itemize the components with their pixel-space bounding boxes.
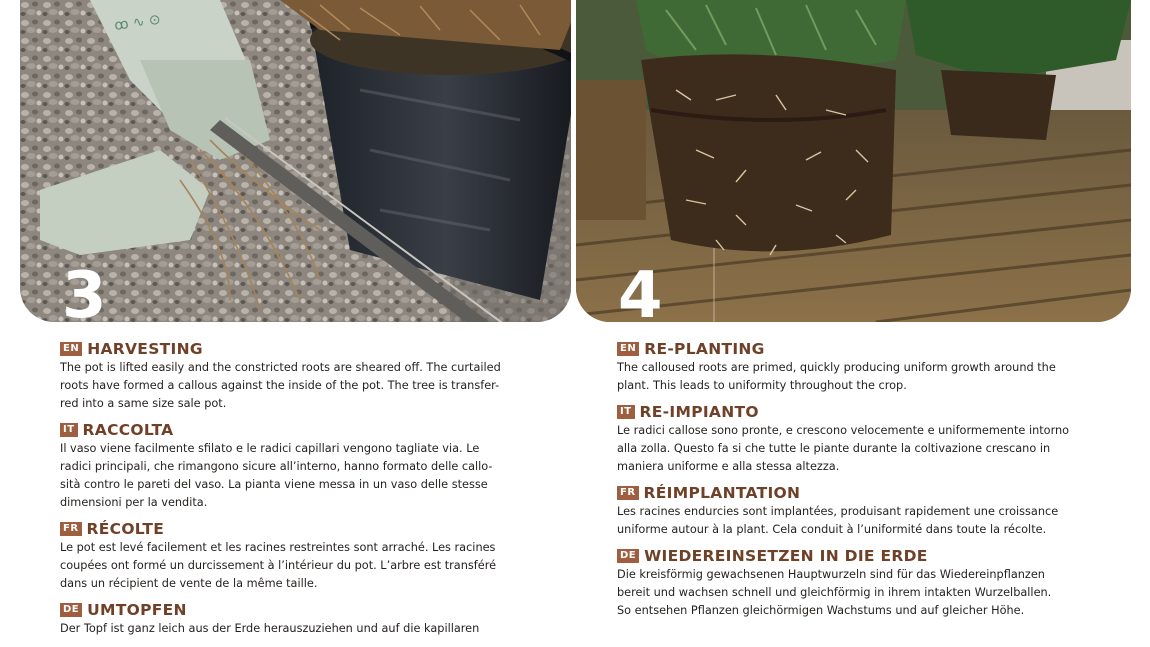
text-line: plant. This leads to uniformity throughout the crop. bbox=[617, 379, 907, 392]
text-line: dans un récipient de vente de la même taille. bbox=[60, 577, 318, 590]
section-de bbox=[60, 600, 531, 638]
text-line: red into a same size sale pot. bbox=[60, 397, 227, 410]
text-line: Le pot est levé facilement et les racines restreintes sont arraché. Les racines bbox=[60, 541, 496, 554]
text-line: coupées ont formé un durcissement à l’intérieur du pot. L’arbre est transféré bbox=[60, 559, 497, 572]
text-line: roots have formed a callous against the inside of the pot. The tree is transfer- bbox=[60, 379, 500, 392]
text-line: bereit und wachsen schnell und gleichförmig in ihrem intakten Wurzelballen. bbox=[617, 586, 1052, 599]
section-title: RACCOLTA bbox=[82, 421, 174, 439]
text-line: alla zolla. Questo fa si che tutte le piante durante la coltivazione crescano in bbox=[617, 442, 1051, 455]
text-line: maniera uniforme e alla stessa altezza. bbox=[617, 460, 840, 473]
section-body bbox=[60, 539, 531, 593]
language-badge: FR bbox=[617, 486, 639, 500]
section-fr bbox=[60, 519, 531, 593]
text-line: sità contro le pareti del vaso. La pianta viene messa in un vaso delle stesse bbox=[60, 478, 488, 491]
section-en bbox=[617, 339, 1089, 395]
section-it bbox=[60, 420, 531, 512]
language-badge: DE bbox=[60, 603, 82, 617]
text-line: radici principali, che rimangono sicure all’interno, hanno formato delle callo- bbox=[60, 460, 493, 473]
section-body bbox=[617, 422, 1089, 476]
section-title: RÉIMPLANTATION bbox=[643, 484, 801, 502]
section-fr bbox=[617, 483, 1089, 539]
language-badge: EN bbox=[617, 342, 639, 356]
text-line: uniforme autour à la plant. Cela conduit à l’uniformité dans toute la récolte. bbox=[617, 523, 1047, 536]
left-text-column bbox=[60, 339, 531, 645]
text-line: Les racines endurcies sont implantées, produisant rapidement une croissance bbox=[617, 505, 1059, 518]
section-title: WIEDEREINSETZEN IN DIE ERDE bbox=[644, 547, 928, 565]
text-line: The calloused roots are primed, quickly producing uniform growth around the bbox=[617, 361, 1056, 374]
section-body bbox=[617, 359, 1089, 395]
harvesting-photo bbox=[20, 0, 571, 322]
section-de bbox=[617, 546, 1089, 620]
language-badge: FR bbox=[60, 522, 82, 536]
language-badge: IT bbox=[617, 405, 635, 419]
section-title: HARVESTING bbox=[87, 340, 203, 358]
section-title: RÉCOLTE bbox=[86, 520, 165, 538]
section-body bbox=[60, 620, 531, 638]
text-line: So entsehen Pflanzen gleichörmigen Wachstums und auf gleicher Höhe. bbox=[617, 604, 1025, 617]
text-line: Il vaso viene facilmente sfilato e le radici capillari vengono tagliate via. Le bbox=[60, 442, 480, 455]
language-badge: EN bbox=[60, 342, 82, 356]
text-line: Der Topf ist ganz leich aus der Erde herauszuziehen und auf die kapillaren bbox=[60, 622, 480, 635]
section-title: RE-IMPIANTO bbox=[639, 403, 759, 421]
step-number: 4 bbox=[618, 259, 661, 322]
section-title: UMTOPFEN bbox=[87, 601, 187, 619]
section-it bbox=[617, 402, 1089, 476]
section-body bbox=[617, 503, 1089, 539]
text-line: The pot is lifted easily and the constricted roots are sheared off. The curtailed bbox=[60, 361, 501, 374]
section-body bbox=[60, 440, 531, 512]
section-title: RE-PLANTING bbox=[644, 340, 765, 358]
text-line: dimensioni per la vendita. bbox=[60, 496, 208, 509]
language-badge: DE bbox=[617, 549, 639, 563]
language-badge: IT bbox=[60, 423, 78, 437]
text-line: Le radici callose sono pronte, e crescono velocemente e uniformemente intorno bbox=[617, 424, 1070, 437]
right-text-column bbox=[617, 339, 1089, 627]
section-body bbox=[617, 566, 1089, 620]
svg-text:ꝏ ∿ ⊙: ꝏ ∿ ⊙ bbox=[113, 11, 162, 34]
replanting-photo bbox=[576, 0, 1131, 322]
section-en bbox=[60, 339, 531, 413]
section-body bbox=[60, 359, 531, 413]
text-line: Die kreisförmig gewachsenen Hauptwurzeln sind für das Wiedereinpflanzen bbox=[617, 568, 1045, 581]
step-number: 3 bbox=[62, 259, 105, 322]
